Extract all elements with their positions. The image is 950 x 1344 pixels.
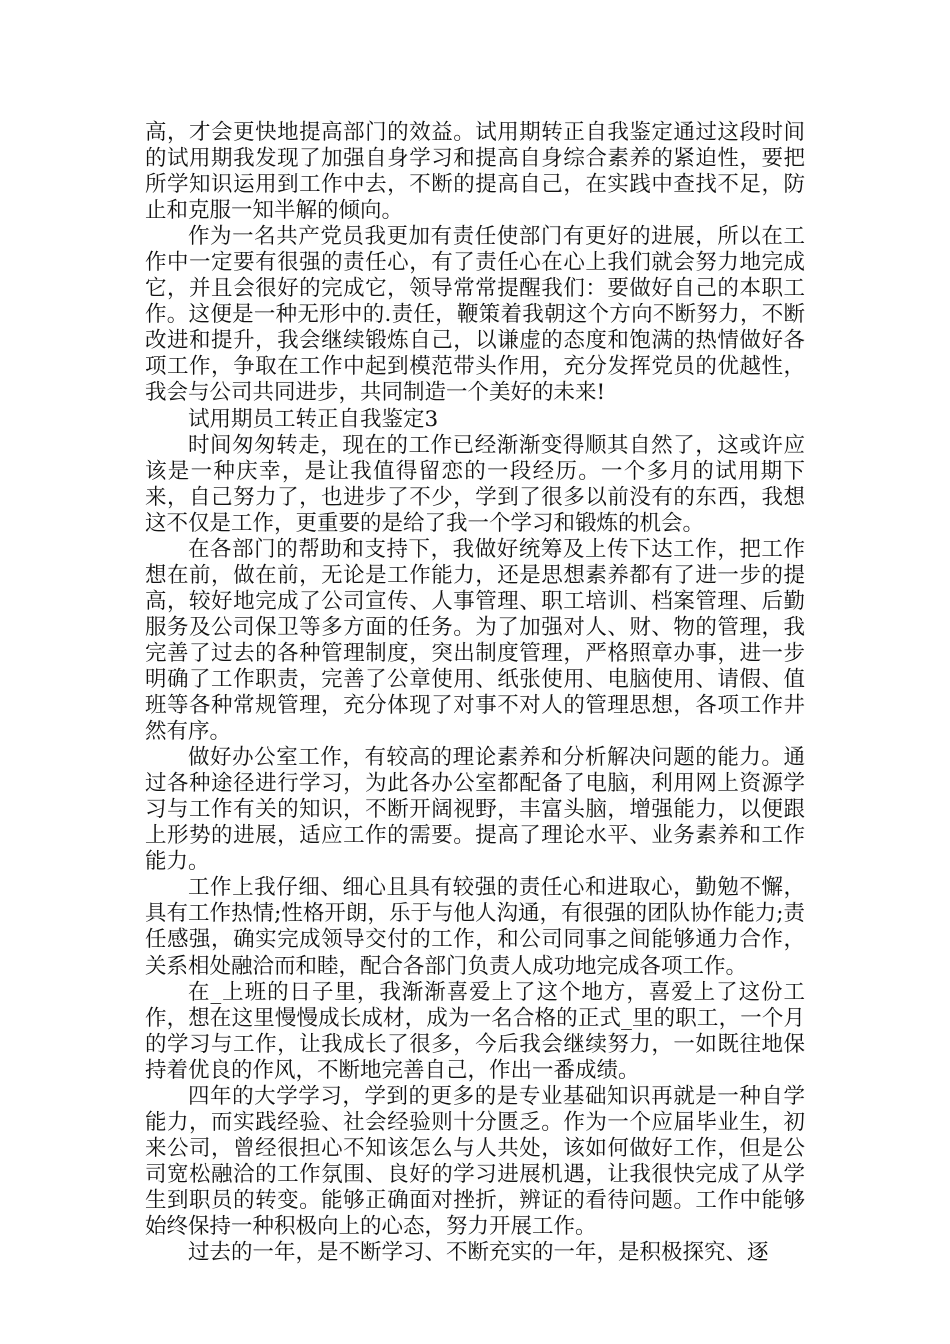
- paragraph-department-support: 在各部门的帮助和支持下，我做好统筹及上传下达工作，把工作想在前，做在前，无论是工作能力，还是思想素养都有了进一步的提高，较好地完成了公司宣传、人事管理、职工培训、档案管理、后勤服务及公司保卫等多方面的任务。为了加强对人、财、物的管理，我完善了过去的各种管理制度，突出制度管理，严格照章办事，进一步明确了工作职责，完善了公章使用、纸张使用、电脑使用、请假、值班等各种常规管理，充分体现了对事不对人的管理思想，各项工作井然有序。: [145, 536, 805, 745]
- paragraph-work-attitude: 工作上我仔细、细心且具有较强的责任心和进取心，勤勉不懈，具有工作热情;性格开朗，乐于与他人沟通，有很强的团队协作能力;责任感强，确实完成领导交付的工作，和公司同事之间能够通力合作，关系相处融洽而和睦，配合各部门负责人成功地完成各项工作。: [145, 875, 805, 979]
- paragraph-office-work: 做好办公室工作，有较高的理论素养和分析解决问题的能力。通过各种途径进行学习，为此各办公室都配备了电脑，利用网上资源学习与工作有关的知识，不断开阔视野，丰富头脑，增强能力，以便跟上形势的进展，适应工作的需要。提高了理论水平、业务素养和工作能力。: [145, 745, 805, 875]
- paragraph-time-flies: 时间匆匆转走，现在的工作已经渐渐变得顺其自然了，这或许应该是一种庆幸，是让我值得留恋的一段经历。一个多月的试用期下来，自己努力了，也进步了不少，学到了很多以前没有的东西，我想这不仅是工作，更重要的是给了我一个学习和锻炼的机会。: [145, 432, 805, 536]
- document-page: [145, 120, 805, 1266]
- paragraph-party-member: 作为一名共产党员我更加有责任使部门有更好的进展，所以在工作中一定要有很强的责任心，有了责任心在心上我们就会努力地完成它，并且会很好的完成它，领导常常提醒我们：要做好自己的本职工作。这便是一种无形中的.责任，鞭策着我朝这个方向不断努力，不断改进和提升，我会继续锻炼自己，以谦虚的态度和饱满的热情做好各项工作，争取在工作中起到模范带头作用，充分发挥党员的优越性，我会与公司共同进步，共同制造一个美好的未来!: [145, 224, 805, 406]
- paragraph-university: 四年的大学学习，学到的更多的是专业基础知识再就是一种自学能力，而实践经验、社会经验则十分匮乏。作为一个应届毕业生，初来公司，曾经很担心不知该怎么与人共处，该如何做好工作，但是公司宽松融洽的工作氛围、良好的学习进展机遇，让我很快完成了从学生到职员的转变。能够正确面对挫折，辨证的看待问题。工作中能够始终保持一种积极向上的心态，努力开展工作。: [145, 1083, 805, 1239]
- paragraph-continuation: 高，才会更快地提高部门的效益。试用期转正自我鉴定通过这段时间的试用期我发现了加强自身学习和提高自身综合素养的紧迫性，要把所学知识运用到工作中去，不断的提高自己，在实践中查找不足，防止和克服一知半解的倾向。: [145, 120, 805, 224]
- paragraph-past-year: 过去的一年，是不断学习、不断充实的一年，是积极探究、逐: [188, 1240, 769, 1266]
- section-heading: 试用期员工转正自我鉴定3: [188, 406, 439, 432]
- paragraph-growth: 在_上班的日子里，我渐渐喜爱上了这个地方，喜爱上了这份工作，想在这里慢慢成长成材，成为一名合格的正式_里的职工，一个月的学习与工作，让我成长了很多，今后我会继续努力，一如既往地保持着优良的作风，不断地完善自己，作出一番成绩。: [145, 979, 805, 1083]
